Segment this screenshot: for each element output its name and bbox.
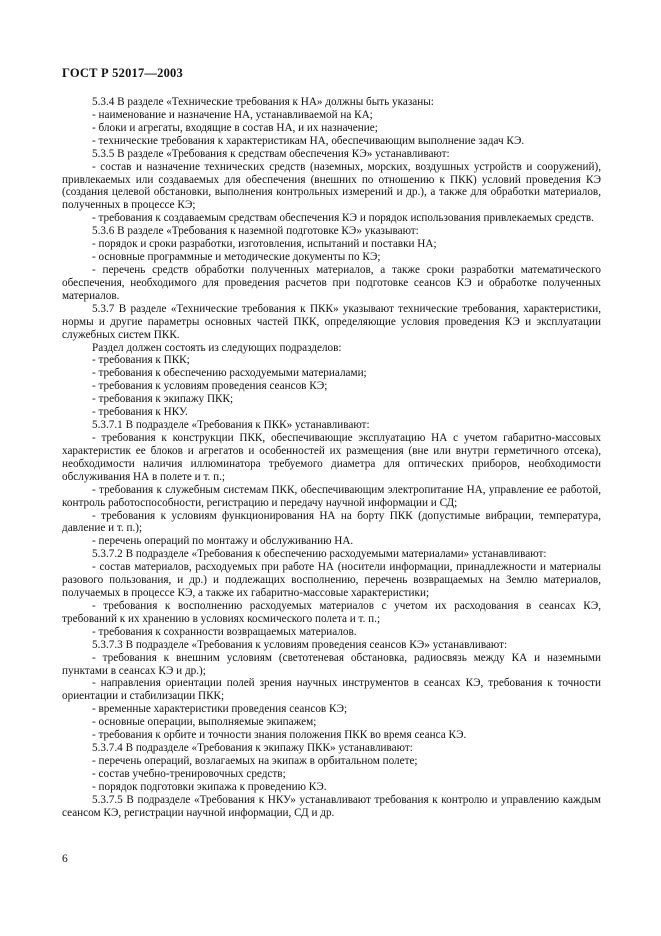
list-item: - наименование и назначение НА, устанавливаемой на КА; xyxy=(92,108,373,121)
body-text xyxy=(62,96,601,820)
list-item: - требования к орбите и точности знания положения ПКК во время сеанса КЭ. xyxy=(92,729,467,742)
list-item: - требования к создаваемым средствам обеспечения КЭ и порядок использования привлекаемых средств. xyxy=(92,212,594,225)
list-item: - перечень средств обработки полученных материалов, а также сроки разработки математического обеспечения, необходимого для проведения расчетов при подготовке сеансов КЭ и обработке полученных материалов. xyxy=(62,263,601,302)
paragraph: 5.3.4 В разделе «Технические требования к НА» должны быть указаны: xyxy=(92,96,434,108)
list-item: - требования к ПКК; xyxy=(92,354,190,367)
list-item: - требования к внешним условиям (светотеневая обстановка, радиосвязь между КА и наземными пунктами в сеансах КЭ и др.); xyxy=(62,651,601,677)
list-item: - требования к обеспечению расходуемыми материалами; xyxy=(92,367,367,380)
list-item: - состав материалов, расходуемых при работе НА (носители информации, принадлежности и материалы разового пользования, и др.) и подлежащих восполнению, перечень возвращаемых на Землю материалов, получаемых в процессе КЭ, а также их габаритно-массовые характеристики; xyxy=(62,561,601,600)
list-item: - требования к служебным системам ПКК, обеспечивающим электропитание НА, управление ее работой, контроль работоспособности, регистрацию и передачу научной информации и СД; xyxy=(62,483,601,509)
list-item: - основные программные и методические документы по КЭ; xyxy=(92,251,381,264)
paragraph: 5.3.7.4 В подразделе «Требования к экипажу ПКК» устанавливают: xyxy=(92,742,413,755)
list-item: - основные операции, выполняемые экипажем; xyxy=(92,716,317,729)
paragraph: 5.3.7.3 В подразделе «Требования к условиям проведения сеансов КЭ» устанавливают: xyxy=(92,638,508,651)
paragraph: 5.3.7.2 В подразделе «Требования к обеспечению расходуемыми материалами» устанавливают: xyxy=(92,548,547,561)
list-item: - временные характеристики проведения сеансов КЭ; xyxy=(92,703,348,716)
paragraph: 5.3.7 В разделе «Технические требования к ПКК» указывают технические требования, характеристики, нормы и другие параметры основных частей ПКК, определяющие условия проведения КЭ и эксплуатации служебных систем ПКК. xyxy=(62,302,601,341)
list-item: - порядок и сроки разработки, изготовления, испытаний и поставки НА; xyxy=(92,238,437,251)
document-header: ГОСТ Р 52017—2003 xyxy=(62,66,183,80)
paragraph: 5.3.7.1 В подразделе «Требования к ПКК» устанавливают: xyxy=(92,419,370,432)
list-item: - требования к НКУ. xyxy=(92,406,188,419)
list-item: - требования к сохранности возвращаемых материалов. xyxy=(92,625,357,638)
paragraph: 5.3.6 В разделе «Требования к наземной подготовке КЭ» указывают: xyxy=(92,225,419,238)
list-item: - перечень операций по монтажу и обслуживанию НА. xyxy=(92,535,354,548)
list-item: - требования к условиям функционирования НА на борту ПКК (допустимые вибрации, температура, давление и т. п.); xyxy=(62,509,601,535)
list-item: - требования к экипажу ПКК; xyxy=(92,393,234,406)
list-item: - порядок подготовки экипажа к проведению КЭ. xyxy=(92,780,327,793)
list-item: - направления ориентации полей зрения научных инструментов в сеансах КЭ, требования к точности ориентации и стабилизации ПКК; xyxy=(62,677,601,703)
list-item: - требования к конструкции ПКК, обеспечивающие эксплуатацию НА с учетом габаритно-массовых характеристик ее блоков и агрегатов и особенностей их размещения (вне или внутри герметичного отсека), необходимости наличия иллюминатора требуемого диаметра для оптических приборов, необходимости обслуживания НА в полете и т. п.; xyxy=(62,431,601,483)
paragraph: 5.3.5 В разделе «Требования к средствам обеспечения КЭ» устанавливают: xyxy=(92,147,450,160)
list-item: - требования к восполнению расходуемых материалов с учетом их расходования в сеансах КЭ, требований к их хранению в условиях космического полета и т. п.; xyxy=(62,599,601,625)
list-item: - состав и назначение технических средств (наземных, морских, воздушных устройств и сооружений), привлекаемых или создаваемых для обеспечения (внешних по отношению к ПКК) условий проведения КЭ (создания целевой обстановки, выполнения контрольных измерений и др.), а также для обработки материалов, полученных в процессе КЭ; xyxy=(62,160,601,212)
page-number: 6 xyxy=(62,853,68,865)
list-item: - блоки и агрегаты, входящие в состав НА, и их назначение; xyxy=(92,121,378,134)
list-item: - состав учебно-тренировочных средств; xyxy=(92,767,286,780)
paragraph: Раздел должен состоять из следующих подразделов: xyxy=(92,341,342,354)
list-item: - перечень операций, возлагаемых на экипаж в орбитальном полете; xyxy=(92,755,418,768)
list-item: - требования к условиям проведения сеансов КЭ; xyxy=(92,380,328,393)
paragraph: 5.3.7.5 В подразделе «Требования к НКУ» устанавливают требования к контролю и управлению каждым сеансом КЭ, регистрации научной информации, СД и др. xyxy=(62,793,601,819)
list-item: - технические требования к характеристикам НА, обеспечивающим выполнение задач КЭ. xyxy=(92,134,525,147)
